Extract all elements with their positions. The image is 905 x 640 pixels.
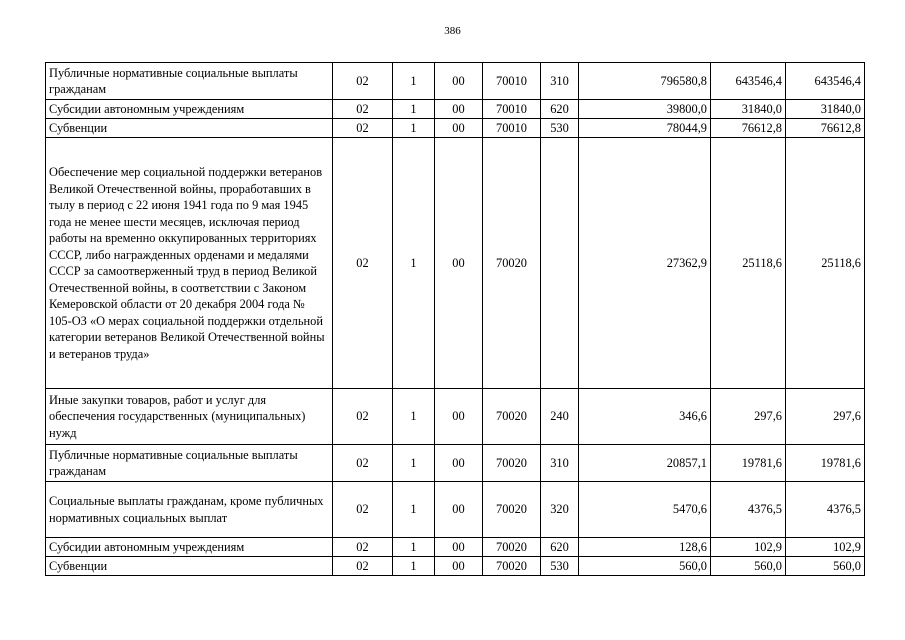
code-expense-type: 620 <box>541 538 579 557</box>
code-ministry: 02 <box>333 445 393 482</box>
code-target: 70010 <box>483 63 541 100</box>
amount-3: 19781,6 <box>786 445 865 482</box>
code-expense-type: 240 <box>541 389 579 445</box>
code-subsection: 00 <box>435 119 483 138</box>
amount-1: 560,0 <box>579 557 711 576</box>
code-section: 1 <box>393 63 435 100</box>
amount-3: 643546,4 <box>786 63 865 100</box>
row-name: Субсидии автономным учреждениям <box>46 100 333 119</box>
code-subsection: 00 <box>435 482 483 538</box>
code-expense-type: 310 <box>541 445 579 482</box>
code-expense-type: 530 <box>541 119 579 138</box>
table-row <box>46 119 865 138</box>
amount-3: 297,6 <box>786 389 865 445</box>
code-expense-type: 530 <box>541 557 579 576</box>
amount-1: 20857,1 <box>579 445 711 482</box>
code-section: 1 <box>393 557 435 576</box>
amount-2: 297,6 <box>711 389 786 445</box>
row-name: Иные закупки товаров, работ и услуг для обеспечения государственных (муниципальных) нужд <box>46 389 333 445</box>
amount-2: 102,9 <box>711 538 786 557</box>
code-ministry: 02 <box>333 119 393 138</box>
row-name: Публичные нормативные социальные выплаты гражданам <box>46 63 333 100</box>
amount-3: 4376,5 <box>786 482 865 538</box>
code-target: 70020 <box>483 389 541 445</box>
code-subsection: 00 <box>435 538 483 557</box>
amount-1: 346,6 <box>579 389 711 445</box>
amount-2: 4376,5 <box>711 482 786 538</box>
row-name: Субвенции <box>46 557 333 576</box>
code-target: 70010 <box>483 100 541 119</box>
code-subsection: 00 <box>435 138 483 389</box>
amount-3: 76612,8 <box>786 119 865 138</box>
amount-3: 25118,6 <box>786 138 865 389</box>
amount-3: 31840,0 <box>786 100 865 119</box>
amount-2: 76612,8 <box>711 119 786 138</box>
code-subsection: 00 <box>435 445 483 482</box>
amount-1: 27362,9 <box>579 138 711 389</box>
amount-2: 31840,0 <box>711 100 786 119</box>
amount-2: 643546,4 <box>711 63 786 100</box>
table-row <box>46 100 865 119</box>
amount-2: 560,0 <box>711 557 786 576</box>
table-row <box>46 482 865 538</box>
table-row <box>46 63 865 100</box>
code-ministry: 02 <box>333 100 393 119</box>
code-section: 1 <box>393 138 435 389</box>
code-section: 1 <box>393 538 435 557</box>
table-row <box>46 389 865 445</box>
code-target: 70020 <box>483 557 541 576</box>
code-target: 70020 <box>483 482 541 538</box>
amount-2: 25118,6 <box>711 138 786 389</box>
code-section: 1 <box>393 100 435 119</box>
code-target: 70020 <box>483 445 541 482</box>
code-ministry: 02 <box>333 63 393 100</box>
code-subsection: 00 <box>435 389 483 445</box>
row-name: Публичные нормативные социальные выплаты гражданам <box>46 445 333 482</box>
code-expense-type: 310 <box>541 63 579 100</box>
code-expense-type <box>541 138 579 389</box>
code-ministry: 02 <box>333 482 393 538</box>
amount-2: 19781,6 <box>711 445 786 482</box>
code-ministry: 02 <box>333 557 393 576</box>
page-number: 386 <box>444 25 461 37</box>
code-subsection: 00 <box>435 557 483 576</box>
table-row <box>46 538 865 557</box>
code-subsection: 00 <box>435 100 483 119</box>
amount-1: 39800,0 <box>579 100 711 119</box>
table-row <box>46 445 865 482</box>
code-expense-type: 620 <box>541 100 579 119</box>
row-name: Субвенции <box>46 119 333 138</box>
code-target: 70020 <box>483 538 541 557</box>
amount-3: 102,9 <box>786 538 865 557</box>
amount-1: 78044,9 <box>579 119 711 138</box>
table-row <box>46 138 865 389</box>
code-section: 1 <box>393 482 435 538</box>
code-target: 70020 <box>483 138 541 389</box>
amount-1: 128,6 <box>579 538 711 557</box>
budget-table <box>45 62 865 576</box>
amount-1: 5470,6 <box>579 482 711 538</box>
row-name: Субсидии автономным учреждениям <box>46 538 333 557</box>
code-ministry: 02 <box>333 538 393 557</box>
code-section: 1 <box>393 445 435 482</box>
amount-1: 796580,8 <box>579 63 711 100</box>
code-subsection: 00 <box>435 63 483 100</box>
code-ministry: 02 <box>333 389 393 445</box>
code-ministry: 02 <box>333 138 393 389</box>
row-name: Социальные выплаты гражданам, кроме публичных нормативных социальных выплат <box>46 482 333 538</box>
code-expense-type: 320 <box>541 482 579 538</box>
row-name: Обеспечение мер социальной поддержки ветеранов Великой Отечественной войны, проработавших в тылу в период с 22 июня 1941 года по 9 мая 1945 года не менее шести месяцев, исключая период работы на временно оккупированных территориях СССР, либо награжденных орденами и медалями СССР за самоотверженный труд в период Великой Отечественной войны, в соответствии с Законом Кемеровской области от 20 декабря 2004 года № 105-ОЗ «О мерах социальной поддержки отдельной категории ветеранов Великой Отечественной войны и ветеранов труда» <box>46 138 333 389</box>
table-row <box>46 557 865 576</box>
code-section: 1 <box>393 389 435 445</box>
amount-3: 560,0 <box>786 557 865 576</box>
code-target: 70010 <box>483 119 541 138</box>
code-section: 1 <box>393 119 435 138</box>
